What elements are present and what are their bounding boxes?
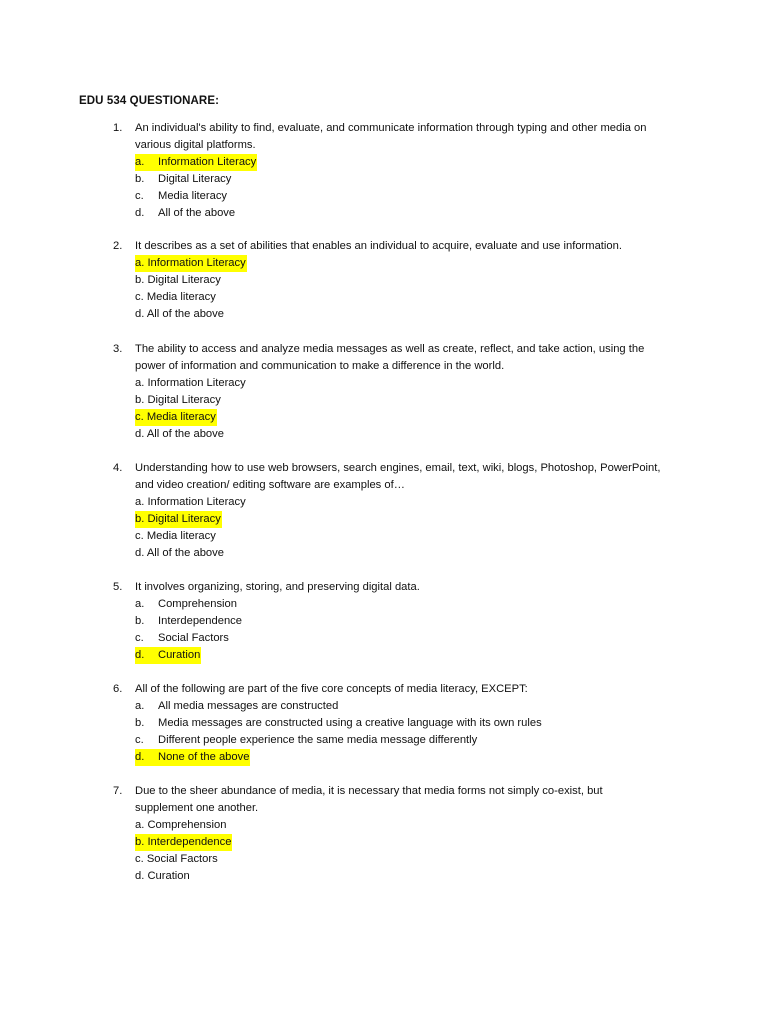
option-c xyxy=(135,188,695,205)
question-number: 4. xyxy=(113,462,123,474)
option-a xyxy=(135,698,695,715)
option-c xyxy=(135,528,695,545)
option-text: Information Literacy xyxy=(147,377,246,389)
highlighted-answer xyxy=(135,255,247,272)
option-list xyxy=(135,596,695,664)
option-text: Social Factors xyxy=(146,853,218,865)
question-line: and video creation/ editing software are examples of… xyxy=(135,479,405,491)
option-letter: d. xyxy=(135,751,145,763)
option-c xyxy=(135,289,695,306)
option-letter: a. xyxy=(135,598,145,610)
option-text: All media messages are constructed xyxy=(158,700,339,712)
option-text: Information Literacy xyxy=(147,257,246,269)
option-letter: c. xyxy=(135,190,144,202)
option-c xyxy=(135,409,695,426)
question-line: power of information and communication to make a difference in the world. xyxy=(135,360,505,372)
option-letter: a. xyxy=(135,377,145,389)
option-list xyxy=(135,494,695,562)
option-text: Interdependence xyxy=(147,836,232,848)
option-b xyxy=(135,715,695,732)
option-text: Social Factors xyxy=(158,632,229,644)
option-text: Digital Literacy xyxy=(158,173,232,185)
option-letter: d. xyxy=(135,547,145,559)
option-d xyxy=(135,205,695,222)
highlighted-answer xyxy=(135,834,232,851)
option-letter: b. xyxy=(135,717,145,729)
question-text xyxy=(135,783,695,817)
option-letter: c. xyxy=(135,291,144,303)
option-letter: b. xyxy=(135,394,145,406)
question-text xyxy=(135,341,695,375)
option-letter: b. xyxy=(135,615,145,627)
option-list xyxy=(135,154,695,222)
option-letter: d. xyxy=(135,870,145,882)
option-b xyxy=(135,171,695,188)
option-text: Digital Literacy xyxy=(147,274,221,286)
option-text: Media messages are constructed using a creative language with its own rules xyxy=(158,717,542,729)
highlighted-answer xyxy=(135,749,250,766)
option-a xyxy=(135,255,695,272)
question-number: 2. xyxy=(113,240,123,252)
option-letter: a. xyxy=(135,819,145,831)
question-line: Due to the sheer abundance of media, it is necessary that media forms not simply co-exist, but xyxy=(135,785,603,797)
option-a xyxy=(135,154,695,171)
option-letter: c. xyxy=(135,530,144,542)
option-a xyxy=(135,817,695,834)
option-d xyxy=(135,306,695,323)
option-text: Comprehension xyxy=(158,598,237,610)
question-number: 5. xyxy=(113,581,123,593)
option-list xyxy=(135,698,695,766)
option-letter: d. xyxy=(135,649,145,661)
highlighted-answer xyxy=(135,409,217,426)
option-letter: b. xyxy=(135,173,145,185)
option-text: None of the above xyxy=(158,751,250,763)
option-b xyxy=(135,613,695,630)
option-d xyxy=(135,868,695,885)
highlighted-answer xyxy=(135,647,201,664)
question-text xyxy=(135,460,695,494)
option-list xyxy=(135,255,695,323)
option-letter: d. xyxy=(135,308,145,320)
option-text: All of the above xyxy=(146,308,224,320)
question-line: supplement one another. xyxy=(135,802,259,814)
option-b xyxy=(135,834,695,851)
question-text xyxy=(135,120,695,154)
option-letter: b. xyxy=(135,274,145,286)
option-d xyxy=(135,426,695,443)
option-d xyxy=(135,647,695,664)
option-letter: c. xyxy=(135,734,144,746)
option-text: Interdependence xyxy=(158,615,242,627)
option-letter: b. xyxy=(135,836,145,848)
option-text: Media literacy xyxy=(158,190,228,202)
option-letter: c. xyxy=(135,853,144,865)
question-number: 7. xyxy=(113,785,123,797)
question-text xyxy=(135,579,695,596)
option-c xyxy=(135,732,695,749)
question-line: various digital platforms. xyxy=(135,139,256,151)
option-letter: a. xyxy=(135,257,145,269)
option-b xyxy=(135,272,695,289)
option-d xyxy=(135,749,695,766)
option-c xyxy=(135,630,695,647)
option-a xyxy=(135,375,695,392)
option-text: Comprehension xyxy=(147,819,227,831)
question-line: All of the following are part of the five core concepts of media literacy, EXCEPT: xyxy=(135,683,528,695)
option-letter: c. xyxy=(135,411,144,423)
option-letter: d. xyxy=(135,207,145,219)
option-letter: a. xyxy=(135,156,145,168)
option-d xyxy=(135,545,695,562)
option-letter: b. xyxy=(135,513,145,525)
question-line: An individual's ability to find, evaluate, and communicate information through typing and other media on xyxy=(135,122,647,134)
option-list xyxy=(135,375,695,443)
option-text: Digital Literacy xyxy=(147,394,221,406)
question-line: Understanding how to use web browsers, search engines, email, text, wiki, blogs, Photoshop, PowerPoint, xyxy=(135,462,661,474)
option-text: Media literacy xyxy=(146,530,216,542)
option-text: Media literacy xyxy=(146,411,216,423)
option-text: Curation xyxy=(147,870,190,882)
question-line: It involves organizing, storing, and preserving digital data. xyxy=(135,581,420,593)
option-letter: c. xyxy=(135,632,144,644)
question-number: 1. xyxy=(113,122,123,134)
option-text: Digital Literacy xyxy=(147,513,221,525)
question-number: 3. xyxy=(113,343,123,355)
option-b xyxy=(135,392,695,409)
option-text: Information Literacy xyxy=(158,156,257,168)
question-number: 6. xyxy=(113,683,123,695)
question-text xyxy=(135,238,695,255)
document-title: EDU 534 QUESTIONARE: xyxy=(79,95,220,107)
question-line: The ability to access and analyze media messages as well as create, reflect, and take action, using the xyxy=(135,343,645,355)
option-c xyxy=(135,851,695,868)
option-text: Media literacy xyxy=(146,291,216,303)
option-letter: a. xyxy=(135,496,145,508)
option-text: Different people experience the same media message differently xyxy=(158,734,478,746)
option-list xyxy=(135,817,695,885)
option-text: All of the above xyxy=(146,428,224,440)
option-text: All of the above xyxy=(146,547,224,559)
highlighted-answer xyxy=(135,154,257,171)
highlighted-answer xyxy=(135,511,222,528)
option-text: Curation xyxy=(158,649,201,661)
question-text xyxy=(135,681,695,698)
option-letter: d. xyxy=(135,428,145,440)
option-a xyxy=(135,596,695,613)
option-text: Information Literacy xyxy=(147,496,246,508)
question-line: It describes as a set of abilities that enables an individual to acquire, evaluate and use information. xyxy=(135,240,622,252)
option-a xyxy=(135,494,695,511)
option-letter: a. xyxy=(135,700,145,712)
option-text: All of the above xyxy=(158,207,236,219)
option-b xyxy=(135,511,695,528)
